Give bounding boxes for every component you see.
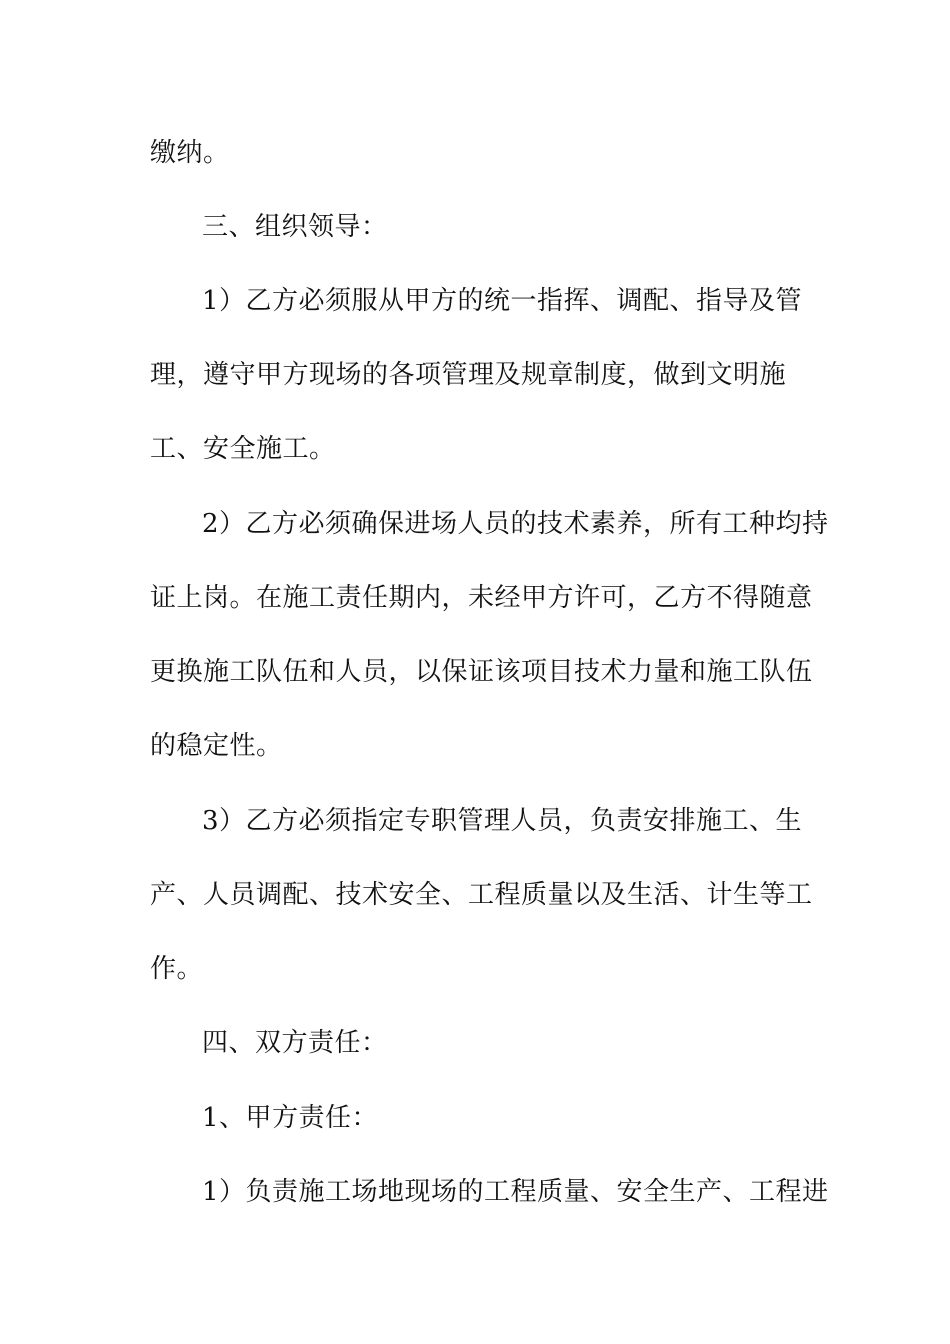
text-line: 的稳定性。 — [150, 731, 283, 761]
text-line: 1）负责施工场地现场的工程质量、安全生产、工程进 — [202, 1177, 829, 1207]
text-line: 3）乙方必须指定专职管理人员，负责安排施工、生 — [202, 806, 803, 836]
text-line: 工、安全施工。 — [150, 434, 336, 464]
text-line: 缴纳。 — [150, 138, 230, 168]
text-line: 作。 — [150, 954, 204, 984]
text-line: 1）乙方必须服从甲方的统一指挥、调配、指导及管 — [202, 286, 803, 316]
text-line: 产、人员调配、技术安全、工程质量以及生活、计生等工 — [150, 880, 813, 910]
subsection-heading: 1、甲方责任： — [202, 1103, 379, 1133]
text-line: 更换施工队伍和人员，以保证该项目技术力量和施工队伍 — [150, 657, 813, 687]
text-line: 2）乙方必须确保进场人员的技术素养，所有工种均持 — [202, 509, 829, 539]
text-line: 理，遵守甲方现场的各项管理及规章制度，做到文明施 — [150, 360, 787, 390]
text-line: 证上岗。在施工责任期内，未经甲方许可，乙方不得随意 — [150, 583, 813, 613]
section-heading: 四、双方责任： — [202, 1028, 388, 1058]
section-heading: 三、组织领导： — [202, 212, 388, 242]
